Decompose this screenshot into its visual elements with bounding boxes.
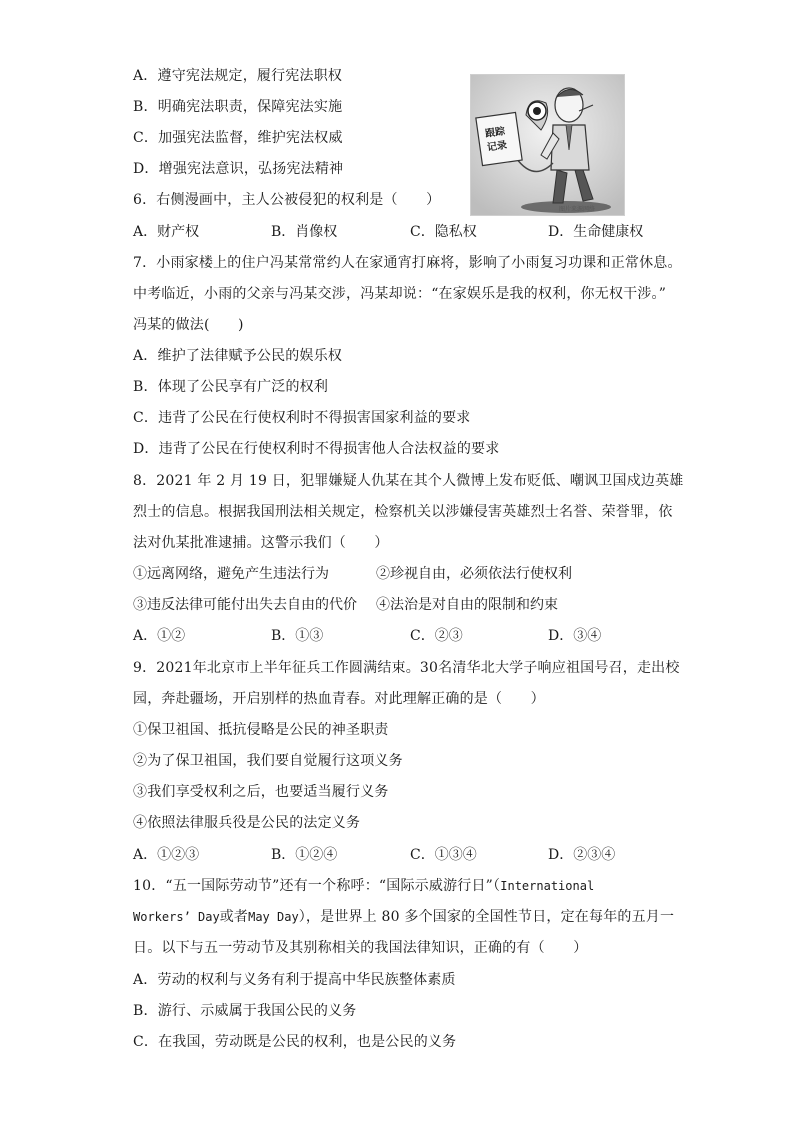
q8-statement-1: ①远离网络，避免产生违法行为 — [133, 566, 329, 582]
q6-option-a: A．财产权 — [133, 224, 200, 240]
q8-option-c: C．②③ — [410, 628, 463, 644]
q6-option-d: D．生命健康权 — [548, 224, 644, 240]
q9-stem-line-2: 园，奔赴疆场，开启别样的热血青春。对此理解正确的是（ ） — [133, 691, 545, 707]
q9-stem-line-1: 9．2021年北京市上半年征兵工作圆满结束。30名清华北大学子响应祖国号召，走出校 — [133, 660, 680, 676]
q10-line2-english-a: Workers’ Day — [133, 910, 220, 924]
q9-statement-2: ②为了保卫祖国，我们要自觉履行这项义务 — [133, 753, 403, 769]
q10-line1-english: International — [500, 879, 595, 893]
q8-statement-3: ③违反法律可能付出失去自由的代价 — [133, 597, 357, 613]
q9-option-b: B．①②④ — [271, 847, 338, 863]
q10-line2-mid: 或者 — [219, 909, 249, 925]
q8-stem-line-3: 法对仇某批准逮捕。这警示我们（ ） — [133, 535, 389, 551]
q6-option-c: C．隐私权 — [410, 224, 477, 240]
q10-line1-text: 10．“五一国际劳动节”还有一个称呼：“国际示威游行日”（ — [133, 878, 501, 894]
q6-stem: 6．右侧漫画中，主人公被侵犯的权利是（ ） — [133, 192, 441, 208]
cartoon-illustration — [470, 74, 625, 216]
q5-option-b: B．明确宪法职责，保障宪法实施 — [133, 99, 343, 115]
q6-option-b: B．肖像权 — [271, 224, 338, 240]
q7-stem-line-1: 7．小雨家楼上的住户冯某常常约人在家通宵打麻将，影响了小雨复习功课和正常休息。 — [133, 255, 682, 271]
q5-option-d: D．增强宪法意识，弘扬宪法精神 — [133, 161, 344, 177]
q10-option-b: B．游行、示威属于我国公民的义务 — [133, 1003, 357, 1019]
q10-option-a: A．劳动的权利与义务有利于提高中华民族整体素质 — [133, 972, 456, 988]
q8-statement-4: ④法治是对自由的限制和约束 — [376, 597, 558, 613]
q7-stem-line-2: 中考临近，小雨的父亲与冯某交涉，冯某却说：“在家娱乐是我的权利，你无权干涉。” — [133, 286, 667, 302]
q10-line2-english-b: May Day — [248, 910, 299, 924]
q8-stem-line-1: 8．2021 年 2 月 19 日，犯罪嫌疑人仇某在其个人微博上发布贬低、嘲讽卫国戍边英雄 — [133, 473, 684, 489]
q8-option-a: A．①② — [133, 628, 186, 644]
q9-statement-3: ③我们享受权利之后，也要适当履行义务 — [133, 784, 389, 800]
q5-option-a: A．遵守宪法规定，履行宪法职权 — [133, 68, 343, 84]
q10-stem-line-1 — [133, 876, 594, 896]
q8-stem-line-2: 烈士的信息。根据我国刑法相关规定，检察机关以涉嫌侵害英雄烈士名誉、荣誉罪，依 — [133, 504, 673, 520]
q7-option-a: A．维护了法律赋予公民的娱乐权 — [133, 348, 343, 364]
q7-option-b: B．体现了公民享有广泛的权利 — [133, 379, 329, 395]
q10-stem-line-2 — [133, 907, 674, 927]
cartoon-watermark: 图片来源网络 — [559, 206, 596, 213]
q8-option-d: D．③④ — [548, 628, 602, 644]
q7-option-c: C．违背了公民在行使权利时不得损害国家利益的要求 — [133, 410, 471, 426]
q8-statement-2: ②珍视自由，必须依法行使权利 — [376, 566, 572, 582]
q7-stem-line-3: 冯某的做法( ) — [133, 317, 244, 333]
q9-statement-4: ④依照法律服兵役是公民的法定义务 — [133, 815, 361, 831]
q5-option-c: C．加强宪法监督，维护宪法权威 — [133, 130, 343, 146]
q9-statement-1: ①保卫祖国、抵抗侵略是公民的神圣职责 — [133, 722, 389, 738]
q10-option-c: C．在我国，劳动既是公民的权利，也是公民的义务 — [133, 1034, 457, 1050]
q9-option-c: C．①③④ — [410, 847, 477, 863]
q9-option-d: D．②③④ — [548, 847, 616, 863]
q8-option-b: B．①③ — [271, 628, 324, 644]
q9-option-a: A．①②③ — [133, 847, 200, 863]
q10-stem-line-3: 日。以下与五一劳动节及其别称相关的我国法律知识，正确的有（ ） — [133, 940, 588, 956]
cartoon-drawing — [471, 75, 624, 215]
cartoon-sign-text: 跟踪 记录 — [484, 126, 508, 154]
q10-line2-text: ），是世界上 80 多个国家的全国性节日，定在每年的五月一 — [298, 909, 675, 925]
q7-option-d: D．违背了公民在行使权利时不得损害他人合法权益的要求 — [133, 441, 500, 457]
